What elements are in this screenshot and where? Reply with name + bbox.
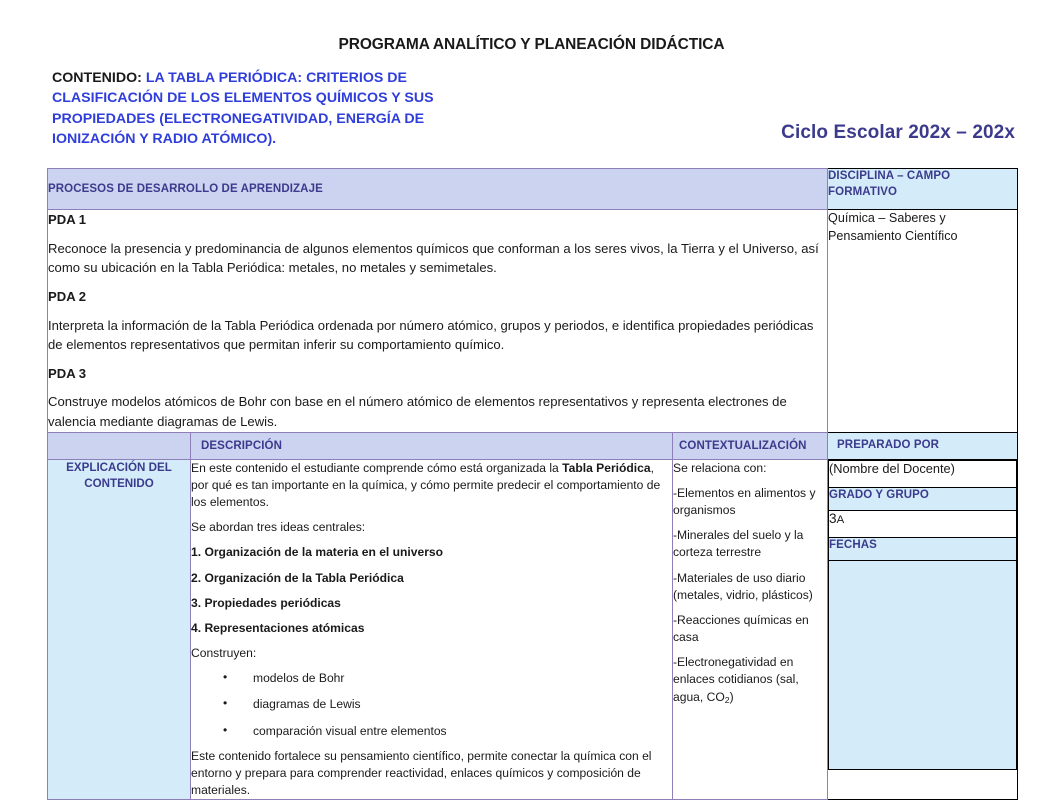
descripcion-construyen-list	[191, 670, 672, 740]
pda-3-text: Construye modelos atómicos de Bohr con base en el número atómico de elementos representativos y representa electrones de valencia mediante diagramas de Lewis.	[48, 394, 787, 430]
pda-1-title: PDA 1	[48, 212, 87, 227]
grado-y-grupo-value	[829, 510, 1017, 537]
descripcion-idea-4: 4. Representaciones atómicas	[191, 620, 365, 635]
pda-3-title: PDA 3	[48, 365, 87, 381]
descripcion-intro-pre: En este contenido el estudiante comprende cómo está organizada la	[191, 460, 563, 475]
pda-cell	[48, 210, 828, 433]
descripcion-idea-1: 1. Organización de la materia en el universo	[191, 545, 444, 560]
descripcion-intro-post: , por qué es tan importante en la química, y cómo permite predecir el comportamiento de los elementos.	[191, 460, 661, 510]
table-subheader-row	[48, 432, 1018, 459]
table-header-row	[48, 169, 1018, 210]
header-procesos-desarrollo: PROCESOS DE DESARROLLO DE APRENDIZAJE	[48, 169, 828, 210]
descripcion-intro	[191, 460, 672, 512]
disciplina-value: Química – Saberes y Pensamiento Científico	[828, 210, 1018, 433]
list-item: • diagramas de Lewis	[191, 696, 672, 713]
descripcion-closing: Este contenido fortalece su pensamiento científico, permite conectar la química con el entorno y prepara para comprender reactividad, enlaces químicos y composición de materiales.	[191, 748, 652, 798]
header-disciplina-campo-formativo: DISCIPLINA – CAMPO FORMATIVO	[828, 169, 1018, 210]
pda-2-text: Interpreta la información de la Tabla Periódica ordenada por número atómico, grupos y periodos, e identifica propiedades periódicas de elementos representativos que permitan inferir su comportamiento químico.	[48, 317, 814, 353]
descripcion-construyen-label: Construyen:	[191, 646, 257, 661]
descripcion-ideas-lead: Se abordan tres ideas centrales:	[191, 520, 366, 535]
table-pda-row	[48, 210, 1018, 433]
preparado-por-stack	[828, 460, 1017, 770]
grado-y-grupo-label: GRADO Y GRUPO	[829, 487, 1017, 510]
descripcion-idea-3: 3. Propiedades periódicas	[191, 595, 341, 610]
contextualizacion-item: -Elementos en alimentos y organismos	[673, 485, 816, 518]
subheader-contextualizacion: CONTEXTUALIZACIÓN	[673, 432, 828, 459]
contenido-line	[52, 68, 482, 150]
contenido-label: CONTENIDO:	[52, 70, 142, 86]
explicacion-del-contenido-label: EXPLICACIÓN DEL CONTENIDO	[48, 459, 191, 800]
pda-2-title: PDA 2	[48, 288, 87, 304]
descripcion-cell	[191, 459, 673, 800]
table-row	[829, 487, 1017, 510]
pda-1-text: Reconoce la presencia y predominancia de algunos elementos químicos que conforman a los seres vivos, la Tierra y el Universo, así como su ubicación en la Tabla Periódica: metales, no metales y semimetales.	[48, 240, 819, 276]
table-row	[829, 560, 1017, 769]
grado-value: 3	[829, 510, 837, 526]
preparado-por-cell	[828, 459, 1018, 800]
ciclo-escolar: Ciclo Escolar 202x – 202x	[781, 122, 1015, 143]
descripcion-intro-bold: Tabla Periódica	[562, 460, 651, 475]
fechas-label: FECHAS	[829, 537, 1017, 560]
page-title: PROGRAMA ANALÍTICO Y PLANEACIÓN DIDÁCTICA	[338, 36, 725, 53]
contextualizacion-item: -Reacciones químicas en casa	[673, 612, 809, 645]
table-row	[829, 537, 1017, 560]
contenido-value: LA TABLA PERIÓDICA: CRITERIOS DE CLASIFICACIÓN DE LOS ELEMENTOS QUÍMICOS Y SUS PROPIEDADES (ELECTRONEGATIVIDAD, ENERGÍA DE IONIZACIÓN Y RADIO ATÓMICO).	[52, 70, 434, 148]
contextualizacion-item: -Materiales de uso diario (metales, vidrio, plásticos)	[673, 570, 813, 602]
nombre-docente-value: (Nombre del Docente)	[829, 460, 1017, 487]
grupo-value: A	[836, 513, 845, 526]
fechas-value	[829, 560, 1017, 769]
planning-table	[47, 168, 1018, 800]
contextualizacion-lead: Se relaciona con:	[673, 460, 767, 475]
list-item: • comparación visual entre elementos	[191, 723, 672, 740]
contextualizacion-cell	[673, 459, 828, 800]
contextualizacion-item: -Electronegatividad en enlaces cotidianos (sal, agua, $CO_2$)	[673, 655, 799, 705]
table-row	[829, 510, 1017, 537]
list-item: • modelos de Bohr	[191, 670, 672, 687]
subheader-blank-cell	[48, 432, 191, 459]
table-content-row	[48, 459, 1018, 800]
table-row	[829, 460, 1017, 487]
subheader-preparado-por: PREPARADO POR	[828, 432, 1018, 459]
descripcion-idea-2: 2. Organización de la Tabla Periódica	[191, 570, 404, 585]
subheader-descripcion: DESCRIPCIÓN	[191, 432, 673, 459]
contextualizacion-item: -Minerales del suelo y la corteza terrestre	[673, 528, 804, 560]
